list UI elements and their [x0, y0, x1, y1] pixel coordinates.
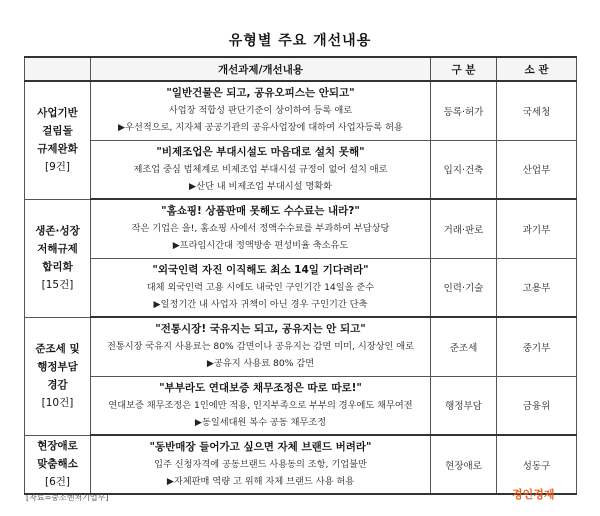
dept-cell: 과기부: [497, 199, 577, 258]
category-label: 합리화: [42, 261, 73, 273]
task-cell: [91, 317, 431, 376]
source-note: [자료=중소벤처기업부]: [26, 493, 109, 502]
category-label: 현장애로: [37, 440, 78, 453]
table-row: [25, 140, 577, 199]
type-cell: 인력·기술: [431, 258, 497, 317]
table-row: [25, 199, 577, 258]
category-label: 규제완화: [37, 143, 78, 156]
task-description: 입주 신청자격에 공동브랜드 사용동의 조항, 기업불만: [154, 459, 367, 470]
improvement-table: [24, 56, 577, 495]
header-task: 개선과제/개선내용: [91, 57, 431, 81]
type-cell: 입지·건축: [431, 140, 497, 199]
category-label: 저해규제: [37, 243, 78, 255]
task-cell: [91, 199, 431, 258]
category-label: 행정부담: [37, 361, 78, 373]
category-cell: [25, 81, 91, 199]
publisher-logo: 경인경제: [512, 488, 555, 501]
task-description: 전통시장 국유지 사용료는 80% 감면이나 공유지는 감면 미미, 시장상인 애로: [106, 341, 414, 353]
task-description: 연대보증 채무조정은 1인에만 적용, 인지부족으로 부부의 경우에도 채무여전: [108, 399, 413, 411]
table-row: [25, 258, 577, 317]
table-body: [25, 81, 577, 494]
dept-cell: 중기부: [497, 317, 577, 376]
task-cell: [91, 81, 431, 140]
task-cell: [91, 376, 431, 435]
category-count: [6건]: [44, 476, 71, 489]
dept-cell: 금융위: [497, 376, 577, 435]
category-cell: [25, 317, 91, 435]
category-label: 걸림돌: [42, 125, 73, 138]
task-cell: [91, 258, 431, 317]
task-description: 제조업 중심 법체계로 비제조업 부대시설 규정이 없어 설치 애로: [133, 163, 388, 175]
type-cell: 등록·허가: [431, 81, 497, 140]
task-cell: [91, 140, 431, 199]
type-cell: 현장애로: [431, 435, 497, 494]
table-row: [25, 376, 577, 435]
task-description: 작은 기업은 을!, 홈쇼핑 사에서 정액수수료를 부과하여 부담상당: [131, 223, 390, 235]
category-count: [10건]: [41, 397, 74, 409]
table-row: [25, 81, 577, 140]
task-action: ▶우선적으로, 지자체 공공기관의 공유사업장에 대하여 사업자등록 허용: [118, 122, 403, 134]
category-cell: [25, 199, 91, 317]
category-cell: [25, 435, 91, 494]
category-count: [9건]: [44, 161, 71, 174]
type-cell: 거래·판로: [431, 199, 497, 258]
header-dept: 소 관: [497, 57, 577, 81]
table-row: [25, 435, 577, 494]
task-description: 대체 외국인력 고용 시에도 내국인 구인기간 14일을 준수: [146, 281, 375, 293]
type-cell: 행정부담: [431, 376, 497, 435]
task-headline: "홈쇼핑! 상품판매 못해도 수수료는 내라?": [161, 205, 360, 218]
category-label: 경감: [47, 379, 68, 391]
task-action: ▶프라임시간대 정액방송 편성비율 축소유도: [172, 240, 349, 252]
task-action: ▶산단 내 비제조업 부대시설 명확화: [189, 180, 332, 192]
task-headline: "외국인력 자진 이직해도 최소 14일 기다려라": [152, 263, 369, 276]
task-headline: "비제조업은 부대시설도 마음대로 설치 못해": [156, 145, 365, 158]
task-description: 사업장 적합성 판단기준이 상이하여 등록 애로: [168, 105, 353, 117]
category-label: 생존·성장: [35, 225, 80, 237]
task-headline: "부부라도 연대보증 채무조정은 따로 따로!": [159, 381, 362, 394]
category-label: 사업기반: [37, 107, 78, 120]
table-row: [25, 317, 577, 376]
category-label: 맞춤해소: [37, 458, 78, 471]
task-action: ▶공유지 사용료 80% 감면: [206, 358, 315, 370]
header-category: [25, 57, 91, 81]
table-header-row: [25, 57, 577, 81]
task-headline: "전통시장! 국유지는 되고, 공유지는 안 되고": [155, 323, 366, 336]
header-type: 구 분: [431, 57, 497, 81]
type-cell: 준조세: [431, 317, 497, 376]
category-label: 준조세 및: [35, 343, 80, 355]
task-action: ▶자체판매 역량 고 위해 자체 브랜드 사용 허용: [166, 476, 355, 487]
task-cell: [91, 435, 431, 494]
task-headline: "동반매장 들어가고 싶으면 자체 브랜드 버려라": [149, 441, 372, 453]
page-title: 유형별 주요 개선내용: [228, 33, 372, 49]
task-headline: "일반건물은 되고, 공유오피스는 안되고": [166, 87, 355, 100]
dept-cell: 고용부: [497, 258, 577, 317]
dept-cell: 산업부: [497, 140, 577, 199]
dept-cell: 성동구: [497, 435, 577, 494]
dept-cell: 국세청: [497, 81, 577, 140]
task-action: ▶동일세대원 복수 공동 채무조정: [194, 416, 327, 428]
category-count: [15건]: [41, 279, 74, 291]
task-action: ▶일정기간 내 사업자 귀책이 아닌 경우 구인기간 단축: [153, 298, 368, 310]
